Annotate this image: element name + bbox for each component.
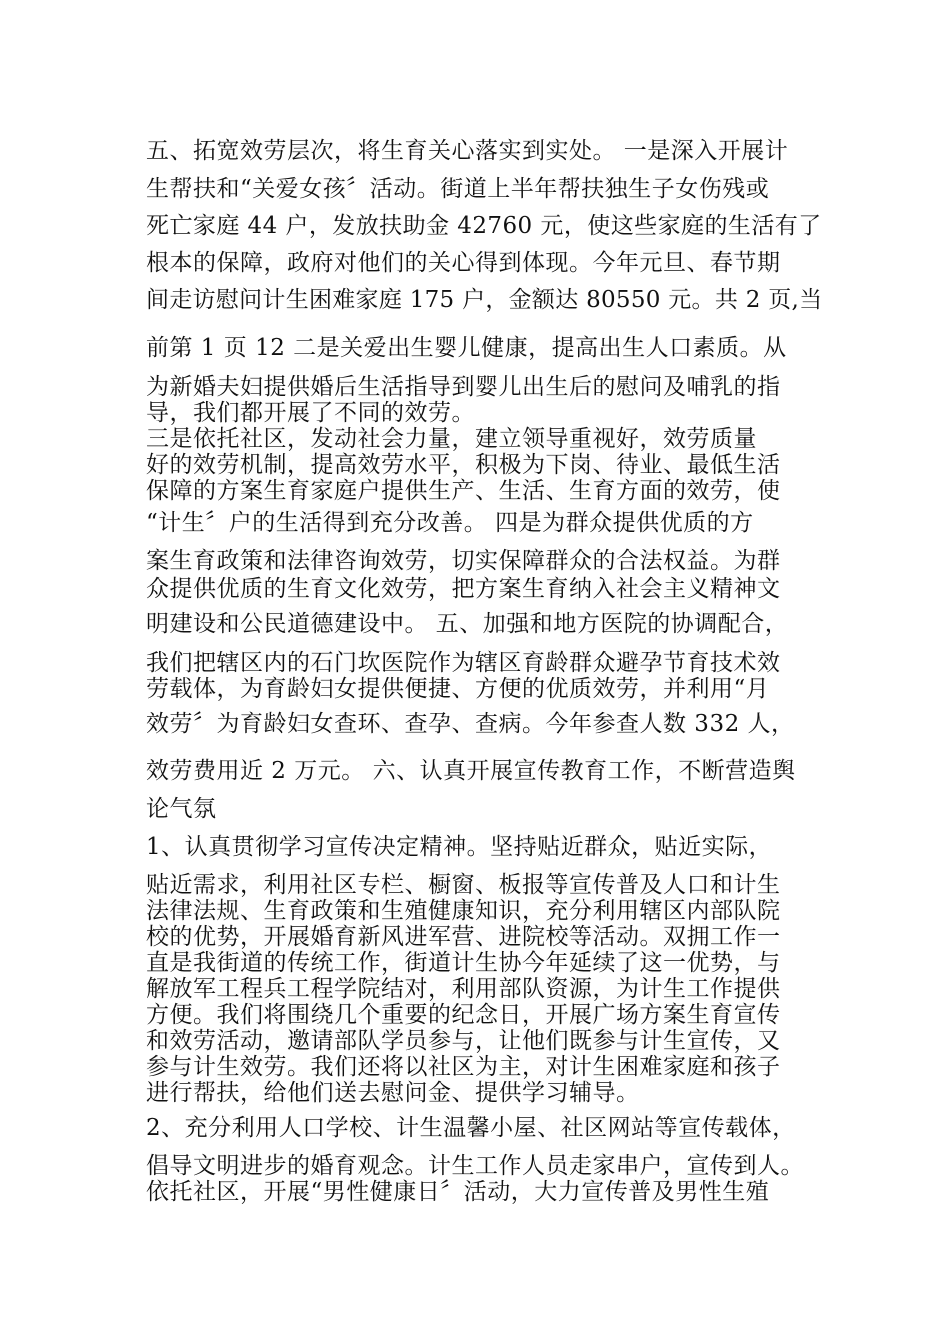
text-line: 我们把辖区内的石门坎医院作为辖区育龄群众避孕节育技术效 <box>146 650 781 676</box>
text-line: 依托社区，开展“男性健康日〞活动，大力宣传普及男性生殖 <box>146 1179 770 1205</box>
text-line: 导，我们都开展了不同的效劳。 <box>146 400 475 426</box>
text-line: 间走访慰问计生困难家庭 175 户，金额达 80550 元。共 2 页,当 <box>146 287 823 313</box>
text-line: 贴近需求，利用社区专栏、橱窗、板报等宣传普及人口和计生 <box>146 872 781 898</box>
text-line: 明建设和公民道德建设中。 五、加强和地方医院的协调配合， <box>146 611 789 637</box>
text-line: 好的效劳机制，提高效劳水平，积极为下岗、待业、最低生活 <box>146 452 781 478</box>
text-line: 前第 1 页 12 二是关爱出生婴儿健康，提高出生人口素质。从 <box>146 335 787 361</box>
text-line: 效劳〞为育龄妇女查环、查孕、查病。今年参查人数 332 人， <box>146 711 795 737</box>
text-line: 为新婚夫妇提供婚后生活指导到婴儿出生后的慰问及哺乳的指 <box>146 374 781 400</box>
text-line: 论气氛 <box>146 796 217 822</box>
text-line: 校的优势，开展婚育新风进军营、进院校等活动。双拥工作一 <box>146 924 781 950</box>
text-line: “计生〞户的生活得到充分改善。 四是为群众提供优质的方 <box>146 510 754 536</box>
text-line: 1、认真贯彻学习宣传决定精神。坚持贴近群众，贴近实际， <box>146 834 773 860</box>
text-line: 倡导文明进步的婚育观念。计生工作人员走家串户，宣传到人。 <box>146 1153 804 1179</box>
text-line: 效劳费用近 2 万元。 六、认真开展宣传教育工作，不断营造舆 <box>146 758 796 784</box>
text-line: 解放军工程兵工程学院结对，利用部队资源，为计生工作提供 <box>146 976 781 1002</box>
text-line: 进行帮扶，给他们送去慰问金、提供学习辅导。 <box>146 1080 640 1106</box>
text-line: 案生育政策和法律咨询效劳，切实保障群众的合法权益。为群 <box>146 548 781 574</box>
text-line: 五、拓宽效劳层次，将生育关心落实到实处。 一是深入开展计 <box>146 138 789 164</box>
text-line: 生帮扶和“关爱女孩〞活动。街道上半年帮扶独生子女伤残或 <box>146 176 770 202</box>
text-line: 三是依托社区，发动社会力量，建立领导重视好，效劳质量 <box>146 426 757 452</box>
text-line: 劳载体，为育龄妇女提供便捷、方便的优质效劳，并利用“月 <box>146 676 770 702</box>
text-line: 直是我街道的传统工作，街道计生协今年延续了这一优势，与 <box>146 950 781 976</box>
text-line: 2、充分利用人口学校、计生温馨小屋、社区网站等宣传载体， <box>146 1115 796 1141</box>
text-line: 和效劳活动，邀请部队学员参与，让他们既参与计生宣传，又 <box>146 1028 781 1054</box>
text-line: 方便。我们将围绕几个重要的纪念日，开展广场方案生育宣传 <box>146 1002 781 1028</box>
text-line: 保障的方案生育家庭户提供生产、生活、生育方面的效劳，使 <box>146 478 781 504</box>
text-line: 参与计生效劳。我们还将以社区为主，对计生困难家庭和孩子 <box>146 1054 781 1080</box>
text-line: 众提供优质的生育文化效劳，把方案生育纳入社会主义精神文 <box>146 576 781 602</box>
text-line: 根本的保障，政府对他们的关心得到体现。今年元旦、春节期 <box>146 250 781 276</box>
text-line: 法律法规、生育政策和生殖健康知识，充分利用辖区内部队院 <box>146 898 781 924</box>
text-line: 死亡家庭 44 户，发放扶助金 42760 元，使这些家庭的生活有了 <box>146 213 822 239</box>
